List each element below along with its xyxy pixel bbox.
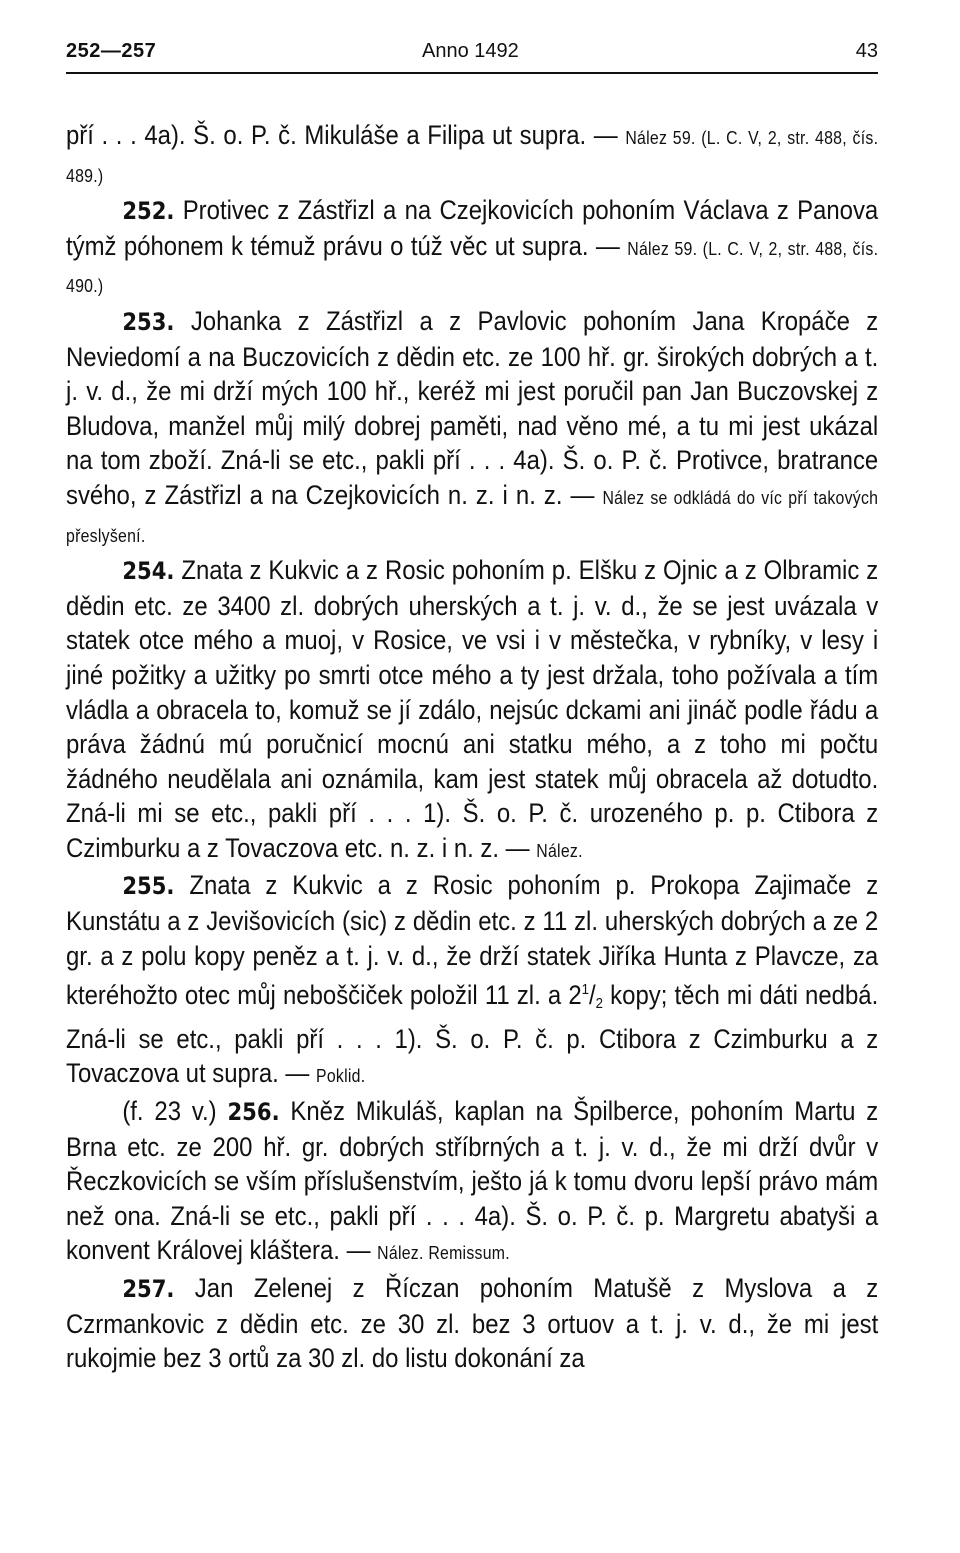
- entry-number: 254.: [122, 557, 175, 586]
- entry-252: 252. Protivec z Zástřizl a na Czejkovicích pohoním Václava z Panova týmž póhonem k témuž právu o túž věc ut supra. — Nález 59. (L. C. V, 2, str. 488, čís. 490.): [66, 194, 879, 297]
- page: [66, 28, 878, 1376]
- entry-254: 254. Znata z Kukvic a z Rosic pohoním p. Elšku z Ojnic a z Olbramic z dědin etc. ze 3400 zl. dobrých uherských a t. j. v. d., že se jest uvázala v statek otce mého a muoj, v Rosice, ve vsi i v městečka, v rybníky, v lesy i jiné požitky a užitky po smrti otce mého a ty jest držala, toho požívala a tím vládla a obracela to, komuž se jí zdálo, nejsúc dckami ani jináč podle řádu a práva žádnú mú poručnicí mocnú ani statku mého, a z toho mi počtu žádného neudělala ani oznámila, kam jest statek můj obracela až dotudto. Zná-li mi se etc., pakli pří . . . 1). Š. o. P. č. urozeného p. p. Ctibora z Czimburku a z Tovaczova etc. n. z. i n. z. — Nález.: [66, 554, 879, 863]
- entry-number: 253.: [122, 307, 175, 336]
- entry-257: 257. Jan Zelenej z Říczan pohoním Matušě z Myslova a z Czrmankovic z dědin etc. ze 30 zl. bez 3 ortuov a t. j. v. d., že mi jest rukojmie bez 3 ortů za 30 zl. do listu dokonání za: [66, 1272, 879, 1374]
- entry-range: 252—257: [66, 40, 157, 62]
- entry-253: 253. Johanka z Zástřizl a z Pavlovic pohoním Jana Kropáče z Neviedomí a na Buczovicích z dědin etc. ze 100 hř. gr. širokých dobrých a t. j. v. d., že mi drží mých 100 hř., keréž mi jest poručil pan Jan Buczovskej z Bludova, manžel můj milý dobrej paměti, nad věno mé, a tu mi jest ukázal na tom zboží. Zná-li se etc., pakli pří . . . 4a). Š. o. P. č. Protivce, bratrance svého, z Zástřizl a na Czejkovicích n. z. i n. z. — Nález se odkládá do víc pří takových přeslyšení.: [66, 304, 879, 546]
- entry-number: 255.: [122, 872, 175, 901]
- paragraph-continuation: pří . . . 4a). Š. o. P. č. Mikuláše a Filipa ut supra. — Nález 59. (L. C. V, 2, str. 488, čís. 489.): [66, 119, 879, 186]
- entry-number: 256.: [227, 1098, 280, 1127]
- header-year: Anno 1492: [422, 40, 519, 62]
- entry-255: 255. Znata z Kukvic a z Rosic pohoním p. Prokopa Zajimače z Kunstátu a z Jevišovicích (sic) z dědin etc. z 11 zl. uherských dobrých a ze 2 gr. a z polu kopy peněz a t. j. v. d., že drží statek Jiříka Hunta z Plavcze, za kteréhožto otec můj neboščiček položil 11 zl. a $2^1/_2$ kopy; těch mi dáti nedbá. Zná-li se etc., pakli pří . . . 1). Š. o. P. č. p. Ctibora z Czimburku a z Tovaczova ut supra. — Poklid.: [66, 869, 879, 1089]
- running-header: [66, 28, 878, 74]
- body-text: [66, 118, 878, 1376]
- entry-number: 252.: [122, 197, 175, 226]
- page-number: 43: [855, 40, 878, 62]
- entry-number: 257.: [122, 1275, 175, 1303]
- entry-256: (f. 23 v.) 256. Kněz Mikuláš, kaplan na Špilberce, pohoním Martu z Brna etc. ze 200 hř. gr. dobrých stříbrných a t. j. v. d., že mi drží dvůr v Řeczkovicích se vším příslušenstvím, ješto já k tomu dvoru lepší právo mám než ona. Zná-li se etc., pakli pří . . . 4a). Š. o. P. č. p. Margretu abatyši a konvent Královej kláštera. — Nález. Remissum.: [66, 1095, 879, 1266]
